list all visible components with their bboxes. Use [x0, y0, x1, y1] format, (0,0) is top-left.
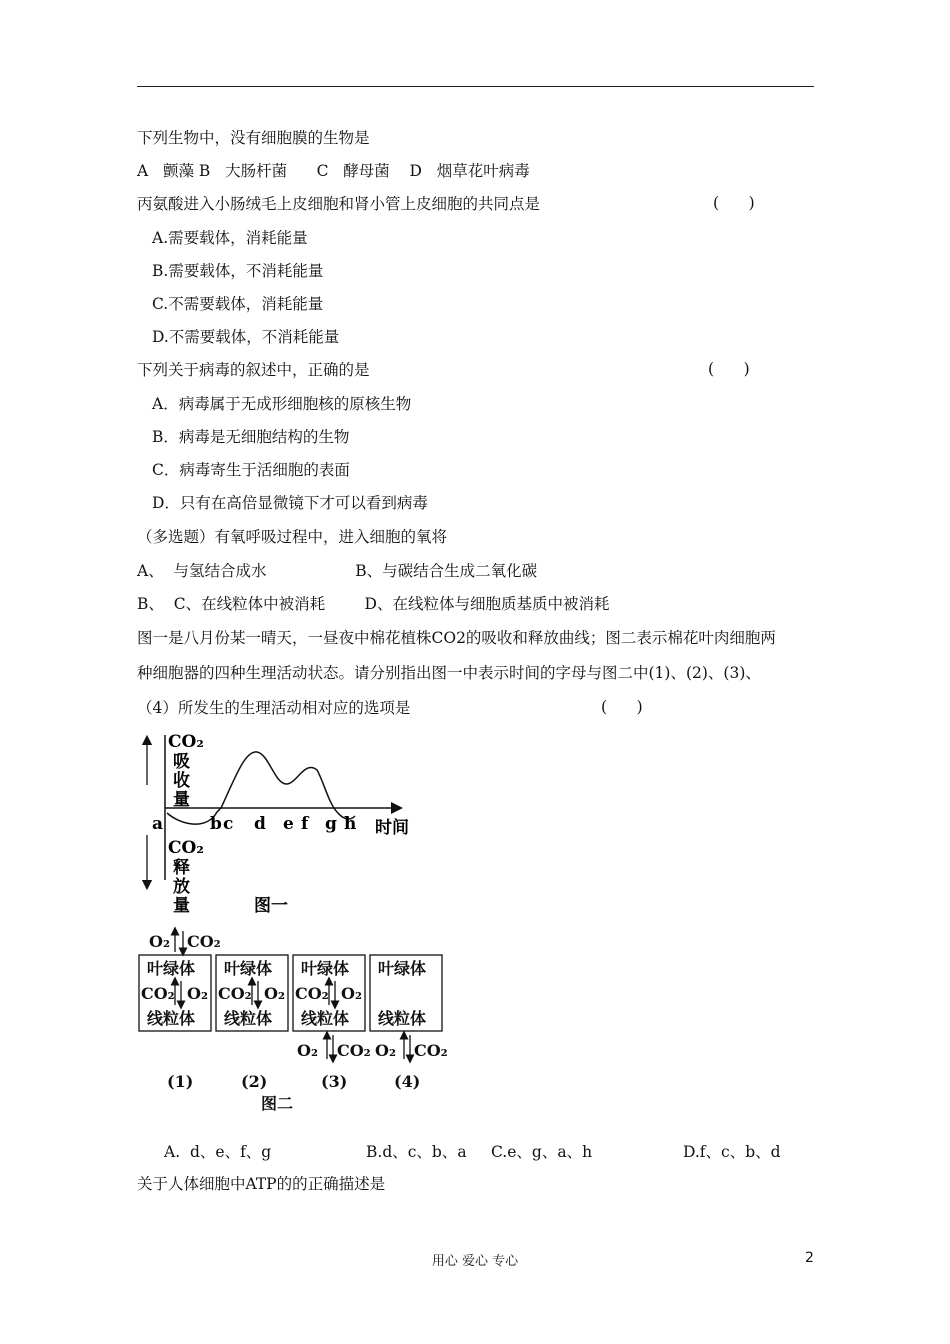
- state-1-co2: CO₂: [141, 984, 175, 1003]
- state-1-mitochondrion: 线粒体: [147, 1009, 196, 1028]
- q3-option-d: D．只有在高倍显微镜下才可以看到病毒: [152, 494, 428, 512]
- q3-option-b: B．病毒是无细胞结构的生物: [152, 428, 350, 446]
- y-bottom-co2: CO₂: [168, 838, 204, 858]
- figure-2: [137, 925, 457, 1120]
- state-3-bottom-co2: CO₂: [337, 1041, 371, 1060]
- state-1-o2: O₂: [187, 984, 208, 1003]
- q2-option-d: D.不需要载体，不消耗能量: [152, 328, 340, 346]
- y-top-label-1: 吸: [173, 752, 190, 772]
- q4-options-row2: B、 C、在线粒体中被消耗 D、在线粒体与细胞质基质中被消耗: [137, 595, 610, 613]
- state-2-mitochondrion: 线粒体: [224, 1009, 273, 1028]
- point-g: g: [325, 814, 337, 834]
- point-e: e: [283, 814, 294, 834]
- state-3-o2: O₂: [341, 984, 362, 1003]
- y-top-co2: CO₂: [168, 732, 204, 752]
- state-4-bottom-o2: O₂: [375, 1041, 396, 1060]
- state-1-top-o2: O₂: [149, 932, 170, 951]
- state-2-chloroplast: 叶绿体: [224, 959, 273, 978]
- figure-1-caption: 图一: [254, 896, 288, 916]
- q2-option-c: C.不需要载体，消耗能量: [152, 295, 324, 313]
- y-top-label-2: 收: [173, 771, 190, 791]
- q5-option-d: D.f、c、b、d: [683, 1143, 781, 1161]
- state-3-chloroplast: 叶绿体: [301, 959, 350, 978]
- state-2-label: (2): [241, 1072, 268, 1091]
- q5-answer-paren: ( ): [601, 698, 643, 716]
- state-3-label: (3): [321, 1072, 348, 1091]
- q2-answer-paren: ( ): [713, 194, 755, 212]
- q6-stem: 关于人体细胞中ATP的的正确描述是: [137, 1175, 386, 1193]
- state-4-label: (4): [394, 1072, 421, 1091]
- y-bottom-label-3: 量: [173, 896, 190, 916]
- q5-option-c: C.e、g、a、h: [491, 1143, 593, 1161]
- point-h: h: [344, 814, 357, 834]
- q3-option-a: A．病毒属于无成形细胞核的原核生物: [152, 395, 412, 413]
- state-4-chloroplast: 叶绿体: [378, 959, 427, 978]
- q5-stem-line2: 种细胞器的四种生理活动状态。请分别指出图一中表示时间的字母与图二中(1)、(2)、(3)、: [137, 664, 761, 682]
- y-top-label-3: 量: [173, 790, 190, 810]
- header-rule: [137, 86, 814, 87]
- y-bottom-label-2: 放: [173, 877, 190, 897]
- state-3-co2: CO₂: [295, 984, 329, 1003]
- q2-option-b: B.需要载体，不消耗能量: [152, 262, 324, 280]
- q5-stem-line1: 图一是八月份某一晴天，一昼夜中棉花植株CO2的吸收和释放曲线；图二表示棉花叶肉细胞两: [137, 629, 776, 647]
- state-2-o2: O₂: [264, 984, 285, 1003]
- q5-option-a: A. d、e、f、g: [164, 1143, 272, 1161]
- page-number: 2: [805, 1250, 814, 1266]
- point-b: b: [210, 814, 222, 834]
- q4-options-row1: A、 与氢结合成水 B、与碳结合生成二氧化碳: [137, 562, 538, 580]
- y-bottom-label-1: 释: [173, 858, 190, 878]
- q1-options: A 颤藻 B 大肠杆菌 C 酵母菌 D 烟草花叶病毒: [137, 162, 530, 180]
- q3-option-c: C．病毒寄生于活细胞的表面: [152, 461, 350, 479]
- q2-option-a: A.需要载体，消耗能量: [152, 229, 308, 247]
- state-1-top-co2: CO₂: [187, 932, 221, 951]
- page-footer: 用心 爱心 专心: [431, 1254, 519, 1269]
- state-1-chloroplast: 叶绿体: [147, 959, 196, 978]
- state-3-mitochondrion: 线粒体: [301, 1009, 350, 1028]
- state-1-label: (1): [167, 1072, 194, 1091]
- q1-stem: 下列生物中，没有细胞膜的生物是: [137, 129, 370, 147]
- point-d: d: [254, 814, 266, 834]
- q4-stem: （多选题）有氧呼吸过程中，进入细胞的氧将: [137, 528, 448, 546]
- point-a: a: [152, 814, 164, 834]
- q5-stem-line3: （4）所发生的生理活动相对应的选项是: [137, 699, 411, 717]
- figure-2-caption: 图二: [261, 1094, 294, 1113]
- point-f: f: [301, 814, 309, 834]
- state-4-mitochondrion: 线粒体: [378, 1009, 427, 1028]
- state-2-co2: CO₂: [218, 984, 252, 1003]
- q5-option-b: B.d、c、b、a: [366, 1143, 467, 1161]
- q2-stem: 丙氨酸进入小肠绒毛上皮细胞和肾小管上皮细胞的共同点是: [137, 195, 541, 213]
- q3-answer-paren: ( ): [708, 360, 750, 378]
- state-3-bottom-o2: O₂: [297, 1041, 318, 1060]
- x-axis-label: 时间: [375, 818, 409, 838]
- q3-stem: 下列关于病毒的叙述中，正确的是: [137, 361, 370, 379]
- point-c: c: [223, 814, 234, 834]
- state-4-bottom-co2: CO₂: [414, 1041, 448, 1060]
- figure-1: [137, 730, 427, 920]
